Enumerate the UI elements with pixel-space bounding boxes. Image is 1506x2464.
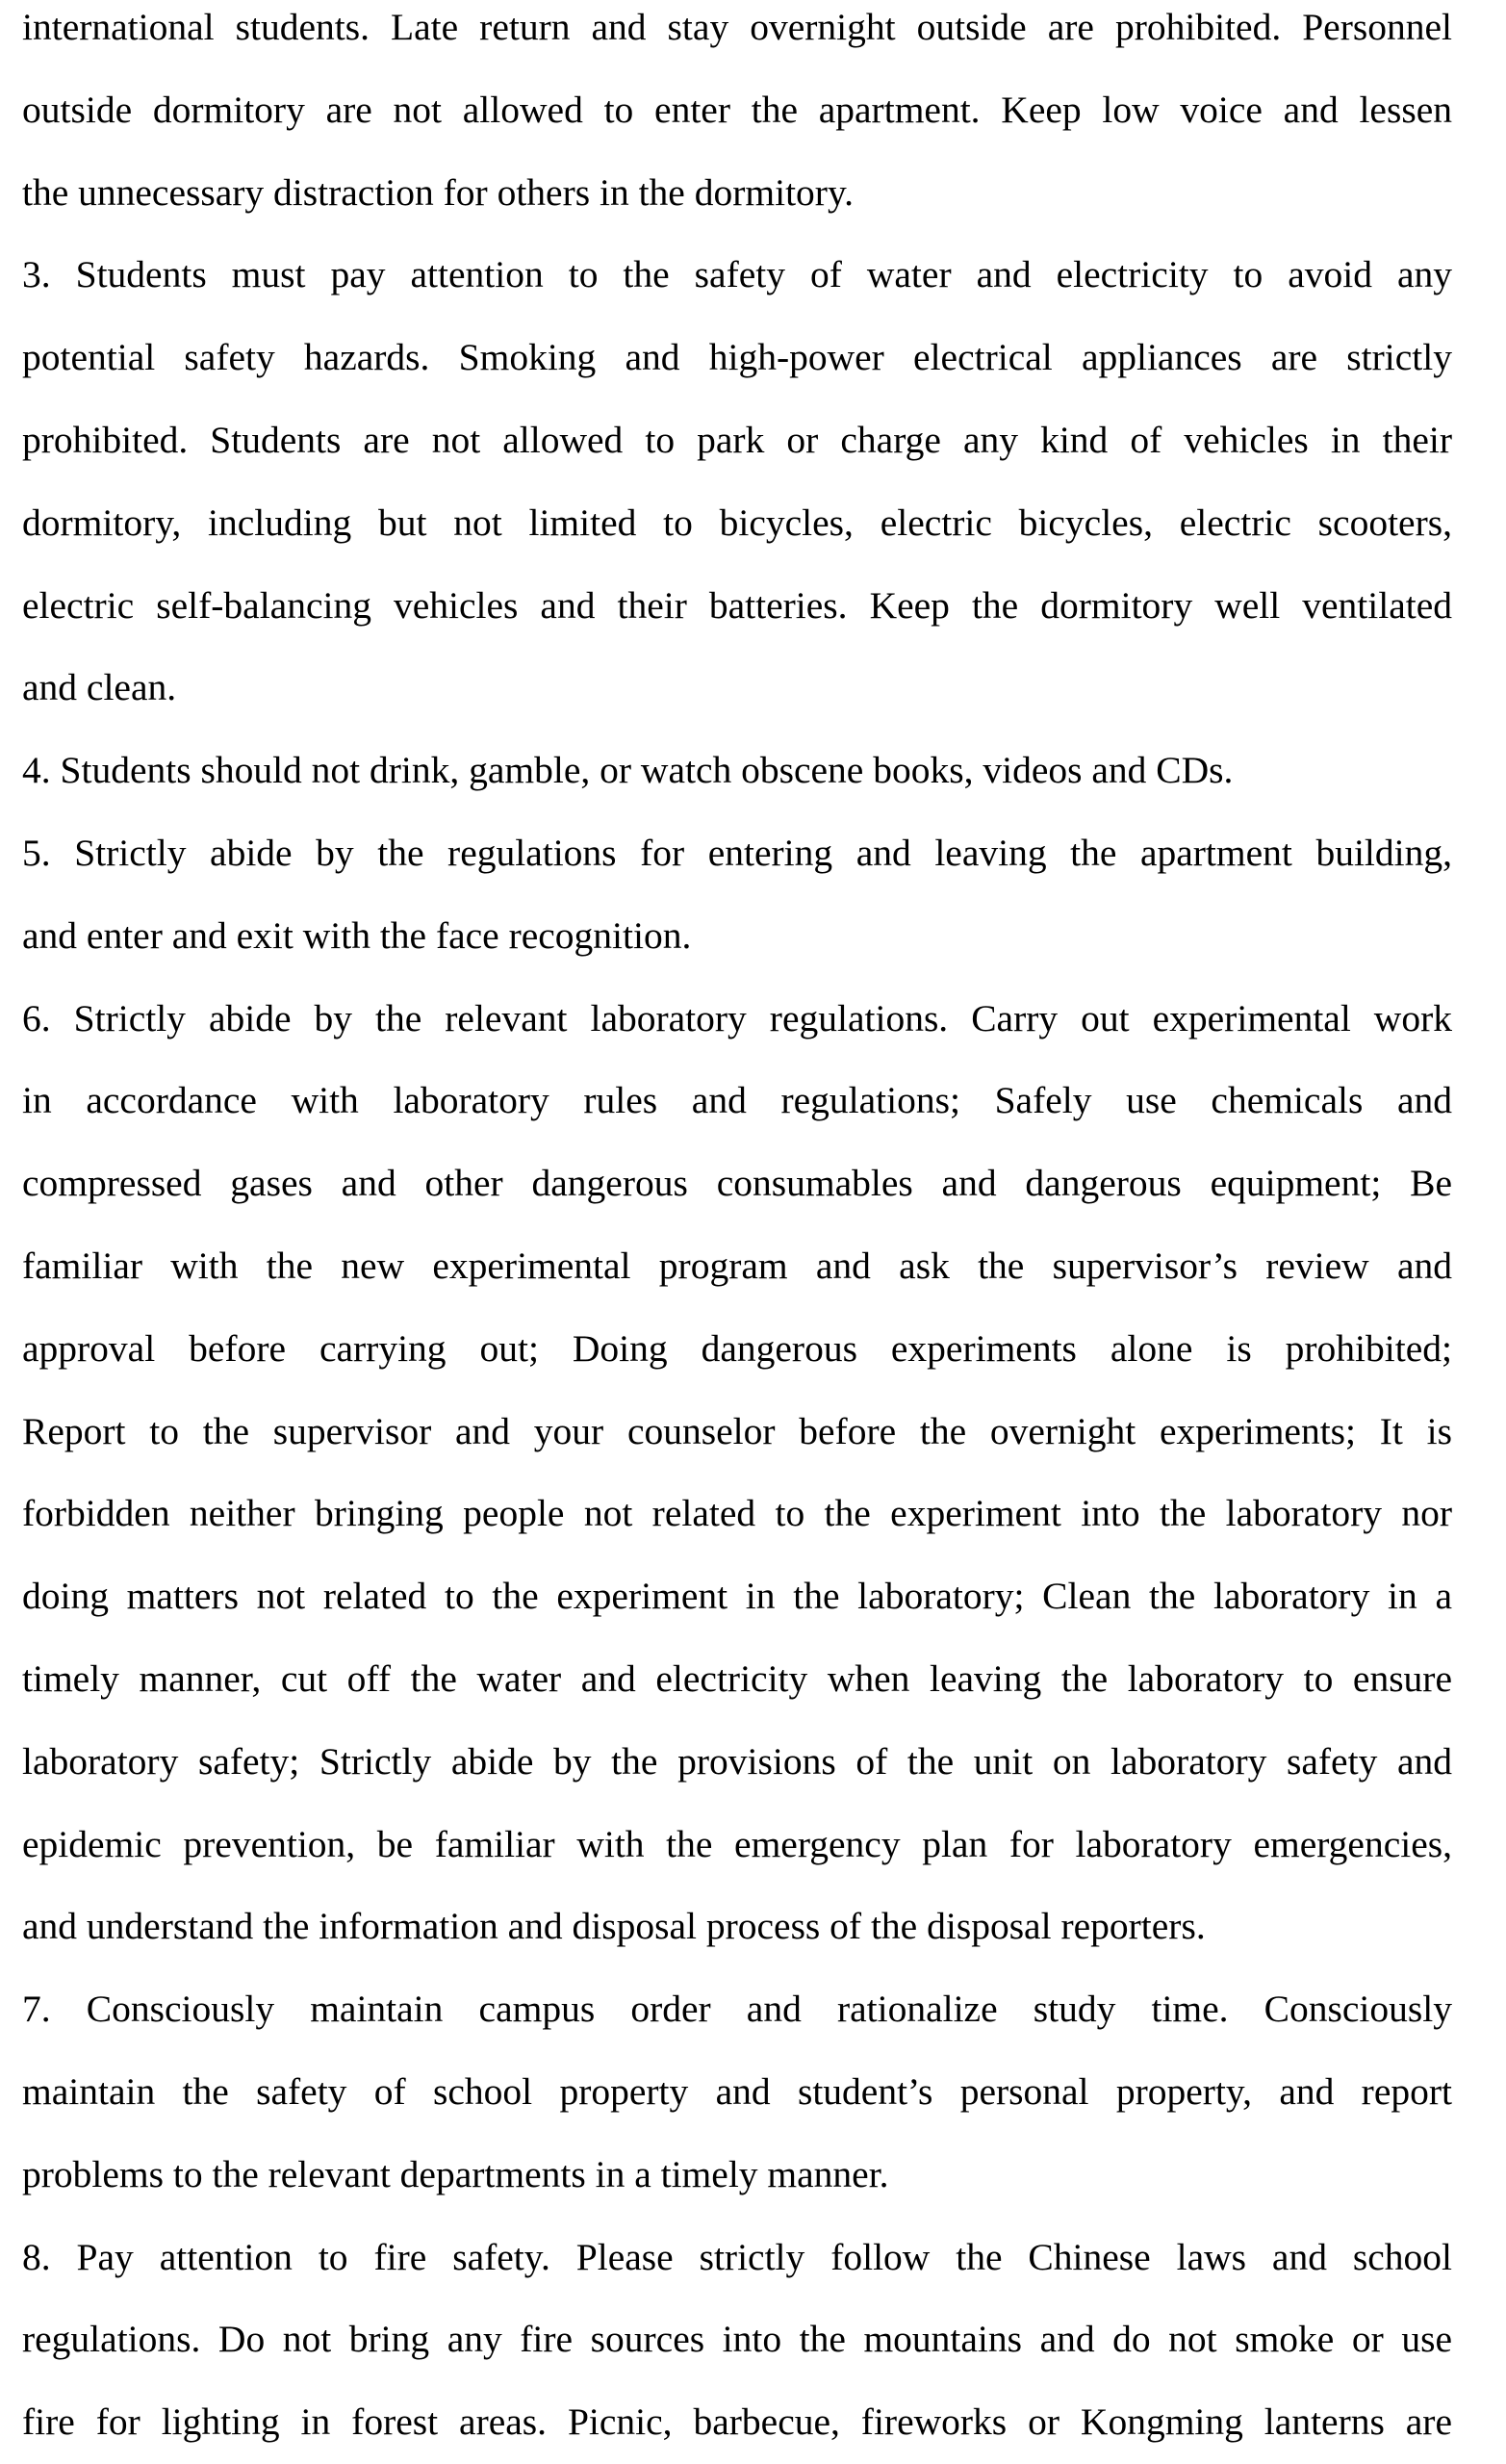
text-line: the unnecessary distraction for others in the dormitory. [22, 170, 855, 214]
text-line: and understand the information and disposal process of the disposal reporters. [22, 1905, 1206, 1948]
text-line: in accordance with laboratory rules and regulations; Safely use chemicals and [22, 1079, 1452, 1122]
text-line: problems to the relevant departments in a timely manner. [22, 2152, 889, 2195]
text-line: 6. Strictly abide by the relevant laboratory regulations. Carry out experimental work [22, 996, 1452, 1040]
text-line: potential safety hazards. Smoking and high-power electrical appliances are strictly [22, 336, 1452, 379]
text-line: international students. Late return and stay overnight outside are prohibited. Personnel [22, 6, 1452, 48]
text-line: 5. Strictly abide by the regulations for entering and leaving the apartment building, [22, 831, 1452, 874]
text-line: outside dormitory are not allowed to enter the apartment. Keep low voice and lessen [22, 88, 1452, 131]
text-line: laboratory safety; Strictly abide by the provisions of the unit on laboratory safety and [22, 1739, 1452, 1783]
text-line: maintain the safety of school property and student’s personal property, and report [22, 2069, 1452, 2113]
text-line: dormitory, including but not limited to bicycles, electric bicycles, electric scooters, [22, 500, 1452, 544]
text-line: electric self-balancing vehicles and their batteries. Keep the dormitory well ventilated [22, 583, 1452, 627]
text-line: epidemic prevention, be familiar with the emergency plan for laboratory emergencies, [22, 1822, 1452, 1865]
text-line: Report to the supervisor and your counselor before the overnight experiments; It is [22, 1409, 1452, 1452]
text-line: familiar with the new experimental program and ask the supervisor’s review and [22, 1244, 1452, 1287]
text-line: approval before carrying out; Doing dangerous experiments alone is prohibited; [22, 1326, 1452, 1370]
text-line: and enter and exit with the face recognition. [22, 913, 692, 957]
text-line: 8. Pay attention to fire safety. Please strictly follow the Chinese laws and school [22, 2235, 1452, 2278]
text-line: fire for lighting in forest areas. Picnic, barbecue, fireworks or Kongming lanterns are [22, 2400, 1452, 2444]
text-line: doing matters not related to the experiment in the laboratory; Clean the laboratory in a [22, 1575, 1452, 1618]
text-line: timely manner, cut off the water and electricity when leaving the laboratory to ensure [22, 1656, 1452, 1700]
document-page [22, 0, 1452, 2464]
text-line: prohibited. Students are not allowed to park or charge any kind of vehicles in their [22, 418, 1452, 461]
text-line: and clean. [22, 666, 177, 709]
text-line: compressed gases and other dangerous consumables and dangerous equipment; Be [22, 1162, 1452, 1205]
text-line: regulations. Do not bring any fire sources into the mountains and do not smoke or use [22, 2318, 1452, 2361]
text-line: forbidden neither bringing people not related to the experiment into the laboratory nor [22, 1492, 1452, 1535]
text-line: 7. Consciously maintain campus order and rationalize study time. Consciously [22, 1988, 1452, 2031]
text-line: 3. Students must pay attention to the safety of water and electricity to avoid any [22, 253, 1452, 296]
text-line: 4. Students should not drink, gamble, or watch obscene books, videos and CDs. [22, 749, 1234, 792]
